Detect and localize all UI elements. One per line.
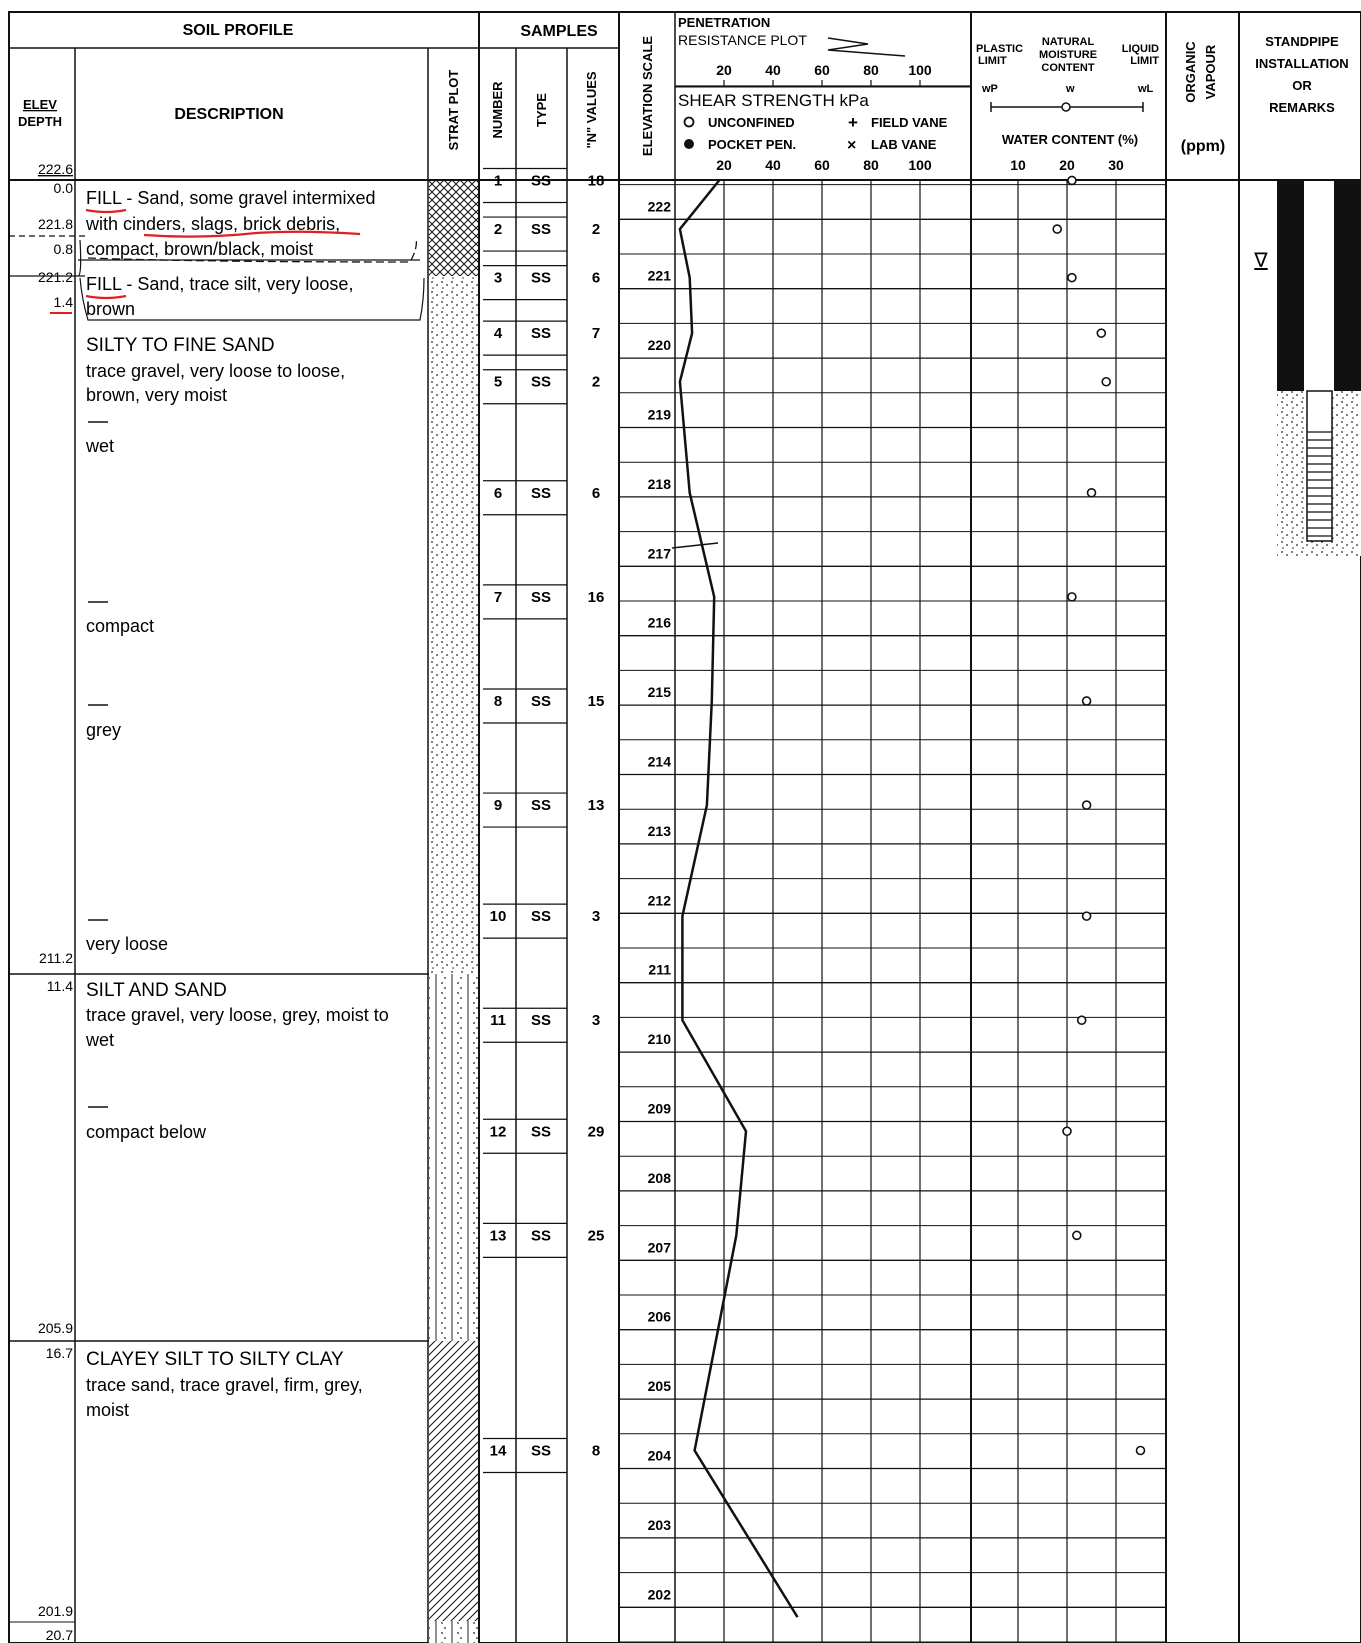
sample-number: 12 (489, 1123, 507, 1141)
liquid-limit-label-2: LIMIT (1130, 55, 1159, 67)
layer-elev: 201.9 (37, 1603, 73, 1619)
elevation-label: 218 (647, 475, 671, 492)
elevation-label: 207 (647, 1239, 671, 1256)
resistance-plot-header: RESISTANCE PLOT (678, 32, 807, 48)
elevation-label: 205 (647, 1378, 671, 1395)
description-header: DESCRIPTION (174, 106, 284, 123)
water-content-point (1068, 176, 1076, 184)
water-content-point (1083, 912, 1091, 920)
samples-header: SAMPLES (520, 23, 598, 40)
shear-strength-header: SHEAR STRENGTH kPa (678, 91, 869, 110)
pen-tick-label: 100 (908, 62, 932, 78)
water-content-point (1068, 274, 1076, 282)
pen-tick-label: 80 (863, 62, 879, 78)
sample-number: 13 (489, 1227, 507, 1245)
description-line: FILL - Sand, trace silt, very loose, (86, 274, 354, 294)
description-line: wet (86, 1030, 115, 1050)
standpipe-installation (1253, 181, 1361, 556)
layer-elev: 211.2 (39, 950, 73, 966)
plastic-limit-label-1: PLASTIC (976, 43, 1024, 55)
sample-number: 5 (493, 373, 503, 391)
layer-elev: 221.8 (37, 216, 73, 232)
sample-n-value: 16 (587, 588, 605, 606)
field-vane-label: FIELD VANE (871, 115, 948, 130)
elevation-label: 217 (647, 545, 671, 562)
water-content-point (1097, 329, 1105, 337)
natural-moisture-label-2: MOISTURE (1038, 49, 1098, 61)
ppm-header: (ppm) (1180, 138, 1226, 155)
field-vane-symbol: + (848, 113, 858, 132)
water-content-point (1083, 697, 1091, 705)
elevation-label: 209 (647, 1100, 671, 1117)
elevation-label: 221 (647, 267, 671, 284)
column-headers (18, 15, 1349, 173)
standpipe-header-1: STANDPIPE (1265, 34, 1339, 49)
unconfined-label: UNCONFINED (708, 115, 795, 130)
penetration-legend-symbol (828, 38, 905, 56)
sample-type: SS (530, 692, 552, 710)
sample-number: 7 (493, 588, 503, 606)
elevation-label: 212 (647, 892, 671, 909)
wp-label: wP (982, 83, 998, 95)
wc-tick-label: 30 (1108, 157, 1124, 173)
sample-number: 10 (489, 908, 507, 926)
sample-n-value: 6 (591, 484, 601, 502)
sample-n-value: 25 (587, 1227, 605, 1245)
standpipe-header-3: OR (1292, 78, 1312, 93)
w-label: w (1066, 83, 1075, 95)
sample-type: SS (530, 172, 552, 190)
pocket-pen-label: POCKET PEN. (708, 137, 797, 152)
penetration-header: PENETRATION (678, 15, 771, 30)
sample-type: SS (530, 1227, 552, 1245)
sample-type: SS (530, 269, 552, 287)
sample-n-value: 18 (587, 172, 605, 190)
pocket-pen-symbol (684, 139, 694, 149)
sample-type: SS (530, 588, 552, 606)
elevation-label: 208 (647, 1169, 671, 1186)
layer-boundaries (9, 236, 479, 1341)
water-content-point (1088, 489, 1096, 497)
layer-depth: 11.4 (46, 978, 73, 994)
elevation-label: 222 (647, 198, 671, 215)
elevation-scale (648, 198, 672, 1602)
shear-tick-label: 40 (765, 157, 781, 173)
penetration-resistance-line (680, 181, 798, 1618)
elevation-label: 219 (647, 406, 671, 423)
layer-depth: 0.0 (53, 180, 73, 196)
wc-tick-label: 20 (1059, 157, 1075, 173)
water-content-point (1068, 593, 1076, 601)
sample-n-value: 13 (587, 797, 605, 815)
water-content-point (1073, 1231, 1081, 1239)
description-line: grey (86, 720, 122, 740)
standpipe-header-4: REMARKS (1269, 100, 1335, 115)
shear-tick-label: 100 (908, 157, 932, 173)
organic-header: ORGANIC (1183, 41, 1198, 103)
sample-type: SS (530, 797, 552, 815)
water-content-point (1137, 1447, 1145, 1455)
elev-depth-column (9, 161, 75, 1643)
sample-number: 4 (493, 325, 503, 343)
description-line: brown, very moist (86, 385, 228, 405)
elevation-label: 210 (647, 1031, 671, 1048)
sample-number: 8 (493, 692, 503, 710)
wc-ticks (1010, 157, 1124, 173)
description-line: trace sand, trace gravel, firm, grey, (86, 1375, 363, 1395)
n-values-header: "N" VALUES (584, 71, 599, 149)
description-line: compact, brown/black, moist (86, 239, 314, 259)
elevation-label: 214 (647, 753, 671, 770)
sample-number: 3 (493, 269, 503, 287)
natural-moisture-label-1: NATURAL (1041, 36, 1095, 48)
pen-tick-label: 60 (814, 62, 830, 78)
lab-vane-symbol: × (847, 137, 857, 154)
liquid-limit-label-1: LIQUID (1121, 43, 1159, 55)
sample-number: 9 (493, 797, 503, 815)
depth-header: DEPTH (17, 114, 63, 129)
description-line: FILL - Sand, some gravel intermixed (86, 188, 376, 208)
elev-header: ELEV (23, 97, 57, 112)
elevation-scale-header: ELEVATION SCALE (640, 35, 655, 157)
sample-number: 2 (493, 221, 503, 239)
elevation-label: 202 (647, 1586, 671, 1603)
sample-n-value: 2 (591, 373, 601, 391)
water-content-point (1102, 378, 1110, 386)
sample-n-value: 3 (591, 908, 601, 926)
sample-type: SS (530, 908, 552, 926)
description-line: brown (86, 299, 136, 319)
sample-number: 11 (490, 1012, 506, 1030)
samples-column (483, 168, 604, 1472)
elevation-label: 220 (647, 337, 671, 354)
shear-tick-label: 80 (863, 157, 879, 173)
description-line: moist (86, 1400, 130, 1420)
layer-elev: 205.9 (37, 1320, 73, 1336)
description-line: with cinders, slags, brick debris, (86, 214, 341, 234)
elevation-label: 206 (647, 1308, 671, 1325)
number-header: NUMBER (490, 81, 505, 139)
wc-tick-label: 10 (1010, 157, 1026, 173)
sample-number: 6 (493, 484, 503, 502)
sample-n-value: 7 (591, 325, 601, 343)
sample-type: SS (530, 325, 552, 343)
pen-strike-mark (672, 543, 718, 548)
description-line: wet (86, 436, 115, 456)
water-content-point (1053, 225, 1061, 233)
layer-depth: 20.7 (45, 1627, 73, 1643)
natural-moisture-label-3: CONTENT (1041, 62, 1095, 74)
plastic-limit-label-2: LIMIT (978, 55, 1007, 67)
moisture-legend-symbol (991, 102, 1143, 112)
sample-n-value: 3 (591, 1012, 601, 1030)
vapour-header: VAPOUR (1203, 44, 1218, 100)
wl-label: wL (1138, 83, 1154, 95)
unconfined-symbol (685, 118, 694, 127)
elevation-label: 216 (647, 614, 671, 631)
shear-tick-label: 20 (716, 157, 732, 173)
sample-n-value: 29 (587, 1123, 605, 1141)
pen-tick-label: 20 (716, 62, 732, 78)
water-content-point (1078, 1016, 1086, 1024)
layer-depth: 16.7 (45, 1345, 73, 1361)
sample-number: 1 (493, 172, 503, 190)
elevation-label: 211 (648, 961, 671, 978)
soil-descriptions (85, 188, 389, 1420)
sample-type: SS (530, 484, 552, 502)
water-content-header: WATER CONTENT (%) (1001, 132, 1139, 147)
water-content-point (1083, 801, 1091, 809)
description-line: compact (86, 616, 155, 636)
elevation-label: 213 (647, 822, 671, 839)
standpipe-header-2: INSTALLATION (1255, 56, 1349, 71)
description-line: SILTY TO FINE SAND (86, 335, 275, 356)
sample-type: SS (530, 1442, 552, 1460)
elevation-label: 215 (647, 684, 671, 701)
water-level-symbol: ∇ (1254, 250, 1268, 272)
water-content-point (1063, 1127, 1071, 1135)
description-line: trace gravel, very loose, grey, moist to (86, 1005, 389, 1025)
layer-depth: 0.8 (53, 241, 73, 257)
sample-n-value: 15 (587, 692, 605, 710)
description-line: very loose (86, 934, 169, 954)
sample-number: 14 (489, 1442, 507, 1460)
shear-ticks (716, 157, 932, 173)
description-line: compact below (86, 1122, 207, 1142)
sample-type: SS (530, 373, 552, 391)
strat-plot-header: STRAT PLOT (446, 69, 461, 151)
sample-n-value: 2 (591, 221, 601, 239)
type-header: TYPE (534, 93, 549, 127)
description-line: SILT AND SAND (86, 980, 227, 1001)
layer-elev: 221.2 (37, 269, 73, 285)
description-line: trace gravel, very loose to loose, (86, 361, 346, 381)
sample-n-value: 8 (591, 1442, 601, 1460)
layer-depth: 1.4 (53, 294, 73, 310)
lab-vane-label: LAB VANE (871, 137, 937, 152)
top-elev: 222.6 (37, 161, 73, 177)
shear-tick-label: 60 (814, 157, 830, 173)
pen-tick-label: 40 (765, 62, 781, 78)
elevation-label: 204 (647, 1447, 671, 1464)
sample-type: SS (530, 221, 552, 239)
sample-type: SS (530, 1012, 552, 1030)
sample-type: SS (530, 1123, 552, 1141)
pen-top-ticks (675, 62, 971, 86)
elevation-label: 203 (647, 1516, 671, 1533)
strat-plot (429, 181, 478, 1643)
description-line: CLAYEY SILT TO SILTY CLAY (86, 1349, 344, 1370)
sample-n-value: 6 (591, 269, 601, 287)
soil-profile-header: SOIL PROFILE (182, 22, 294, 39)
